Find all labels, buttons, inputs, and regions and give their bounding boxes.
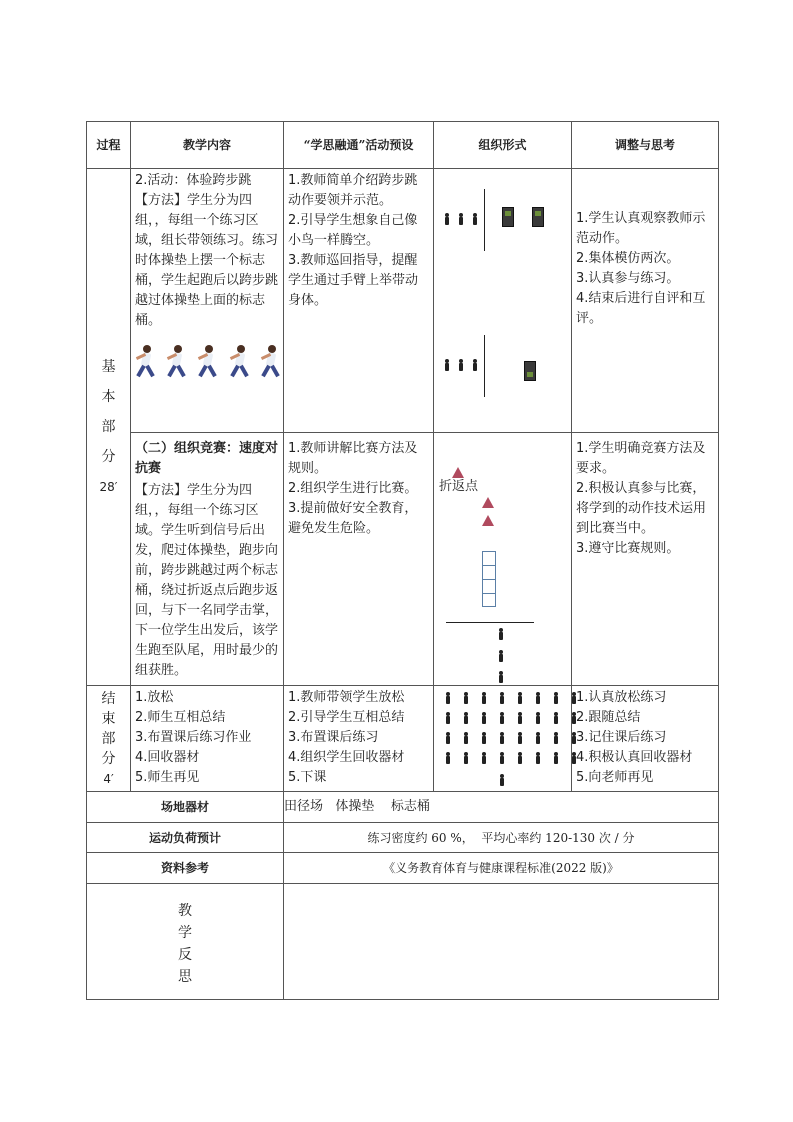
start-line (484, 335, 485, 397)
student-icon (444, 359, 450, 371)
equipment-label: 场地器材 (87, 792, 284, 823)
student-icon (445, 732, 451, 744)
student-icon (472, 213, 478, 225)
student-icon (445, 692, 451, 704)
student-icon (499, 692, 505, 704)
reflection-label (87, 884, 284, 1000)
reflection-content[interactable] (284, 884, 719, 1000)
runner-sequence-image (131, 333, 283, 379)
basic-organization-2 (434, 433, 572, 686)
header-activity: “学思融通”活动预设 (284, 122, 434, 169)
start-line (484, 189, 485, 251)
reference-label: 资料参考 (87, 853, 284, 884)
basic-adjust-1-text: 1.学生认真观察教师示范动作。 2.集体模仿两次。 3.认真参与练习。 4.结束后进行自评和互评。 (576, 211, 706, 326)
load-label: 运动负荷预计 (87, 823, 284, 853)
student-icon (553, 692, 559, 704)
student-icon (472, 359, 478, 371)
student-icon (463, 692, 469, 704)
ending-activity (284, 686, 434, 792)
header-content: 教学内容 (131, 122, 284, 169)
student-icon (499, 712, 505, 724)
gym-mat-with-cone-icon (524, 361, 536, 381)
header-process: 过程 (87, 122, 131, 169)
basic-content-1-text: 2.活动：体验跨步跳 【方法】学生分为四组，，每组一个练习区域，组长带领练习。练习时体操垫上摆一个标志桶，学生起跑后以跨步跳越过体操垫上面的标志桶。 (135, 173, 279, 328)
header-row (87, 122, 719, 169)
ending-content-text: 1.放松 2.师生互相总结 3.布置课后练习作业 4.回收器材 5.师生再见 (135, 690, 252, 785)
basic-label-char: 本 (101, 389, 116, 405)
basic-activity-2 (284, 433, 434, 686)
ending-label-char: 束 (101, 710, 116, 727)
basic-label-char: 分 (101, 449, 116, 465)
student-icon (458, 359, 464, 371)
ending-organization (434, 686, 572, 792)
student-icon (499, 752, 505, 764)
student-icon (444, 213, 450, 225)
ending-label-char: 分 (101, 750, 116, 767)
student-icon (535, 752, 541, 764)
header-adjust: 调整与思考 (572, 122, 719, 169)
gym-mat-icon (502, 207, 514, 227)
basic-label-char: 基 (101, 359, 116, 375)
ending-label-char: 结 (101, 690, 116, 707)
start-line (446, 622, 534, 623)
ending-row (87, 686, 719, 792)
student-icon (571, 712, 577, 724)
equipment-value: 田径场 体操垫 标志桶 (284, 792, 719, 823)
basic-organization-1 (434, 169, 572, 433)
student-icon (463, 712, 469, 724)
basic-content-2-text: 【方法】学生分为四组，，每组一个练习区域。学生听到信号后出发，爬过体操垫，跑步向前，跨步跳越过两个标志桶，绕过折返点后跑步返回，与下一名同学击掌，下一位学生出发后，该学生跑至队尾，用时最少的组获胜。 (135, 483, 279, 678)
lesson-plan-table (86, 121, 719, 1000)
teacher-icon (499, 774, 505, 786)
student-icon (553, 732, 559, 744)
gym-mat-icon (532, 207, 544, 227)
student-icon (499, 732, 505, 744)
reference-value: 《义务教育体育与健康课程标准(2022 版)》 (284, 853, 719, 884)
basic-content-2 (131, 433, 284, 686)
runner-figure (227, 343, 252, 379)
cone-icon (482, 497, 494, 508)
student-icon (481, 752, 487, 764)
student-icon (481, 732, 487, 744)
student-icon (535, 712, 541, 724)
ending-adjust-text: 1.认真放松练习 2.跟随总结 3.记住课后练习 4.积极认真回收器材 5.向老师再见 (576, 690, 693, 785)
runner-figure (133, 343, 158, 379)
basic-adjust-2 (572, 433, 719, 686)
student-icon (535, 692, 541, 704)
ending-label-char: 部 (101, 730, 116, 747)
basic-content-1 (131, 169, 284, 433)
basic-row-1 (87, 169, 719, 433)
header-organization: 组织形式 (434, 122, 572, 169)
basic-section-label (87, 169, 131, 686)
student-icon (481, 712, 487, 724)
student-icon (463, 752, 469, 764)
basic-adjust-1 (572, 169, 719, 433)
load-value: 练习密度约 60 %， 平均心率约 120-130 次 / 分 (284, 823, 719, 853)
reflection-row (87, 884, 719, 1000)
ending-activity-text: 1.教师带领学生放松 2.引导学生互相总结 3.布置课后练习 4.组织学生回收器材 5.下课 (288, 690, 405, 785)
ending-adjust (572, 686, 719, 792)
cone-icon (482, 515, 494, 526)
basic-duration: 28′ (99, 480, 118, 494)
equipment-row (87, 792, 719, 823)
student-icon (463, 732, 469, 744)
student-icon (498, 628, 504, 640)
student-icon (498, 650, 504, 662)
basic-row-2 (87, 433, 719, 686)
ending-duration: 4′ (103, 771, 114, 786)
student-icon (517, 752, 523, 764)
student-icon (445, 712, 451, 724)
student-icon (445, 752, 451, 764)
reflection-char: 反 (178, 947, 192, 963)
basic-activity-2-text: 1.教师讲解比赛方法及规则。 2.组织学生进行比赛。 3.提前做好安全教育，避免发生危险。 (288, 441, 418, 536)
competition-title: （二）组织竞赛：速度对抗赛 (135, 441, 279, 476)
ending-section-label (87, 686, 131, 792)
student-icon (571, 692, 577, 704)
runner-figure (195, 343, 220, 379)
runner-figure (258, 343, 283, 379)
turn-point-label: 折返点 (439, 479, 479, 494)
reference-row (87, 853, 719, 884)
student-icon (481, 692, 487, 704)
student-icon (517, 732, 523, 744)
student-icon (571, 752, 577, 764)
runner-figure (164, 343, 189, 379)
load-row (87, 823, 719, 853)
reflection-char: 学 (178, 925, 192, 941)
reflection-char: 思 (178, 969, 192, 985)
student-icon (517, 692, 523, 704)
student-icon (553, 752, 559, 764)
student-icon (535, 732, 541, 744)
gym-mat-stack-icon (482, 551, 496, 607)
basic-label-char: 部 (101, 419, 116, 435)
reflection-char: 教 (178, 903, 192, 919)
student-icon (498, 671, 504, 683)
student-icon (553, 712, 559, 724)
basic-adjust-2-text: 1.学生明确竞赛方法及要求。 2.积极认真参与比赛，将学到的动作技术运用到比赛当中。 3.遵守比赛规则。 (576, 441, 707, 556)
basic-activity-1-text: 1.教师简单介绍跨步跳动作要领并示范。 2.引导学生想象自己像小鸟一样腾空。 3.教师巡回指导，提醒学生通过手臂上举带动身体。 (288, 173, 419, 308)
student-icon (571, 732, 577, 744)
ending-content (131, 686, 284, 792)
basic-activity-1 (284, 169, 434, 433)
student-icon (517, 712, 523, 724)
student-icon (458, 213, 464, 225)
